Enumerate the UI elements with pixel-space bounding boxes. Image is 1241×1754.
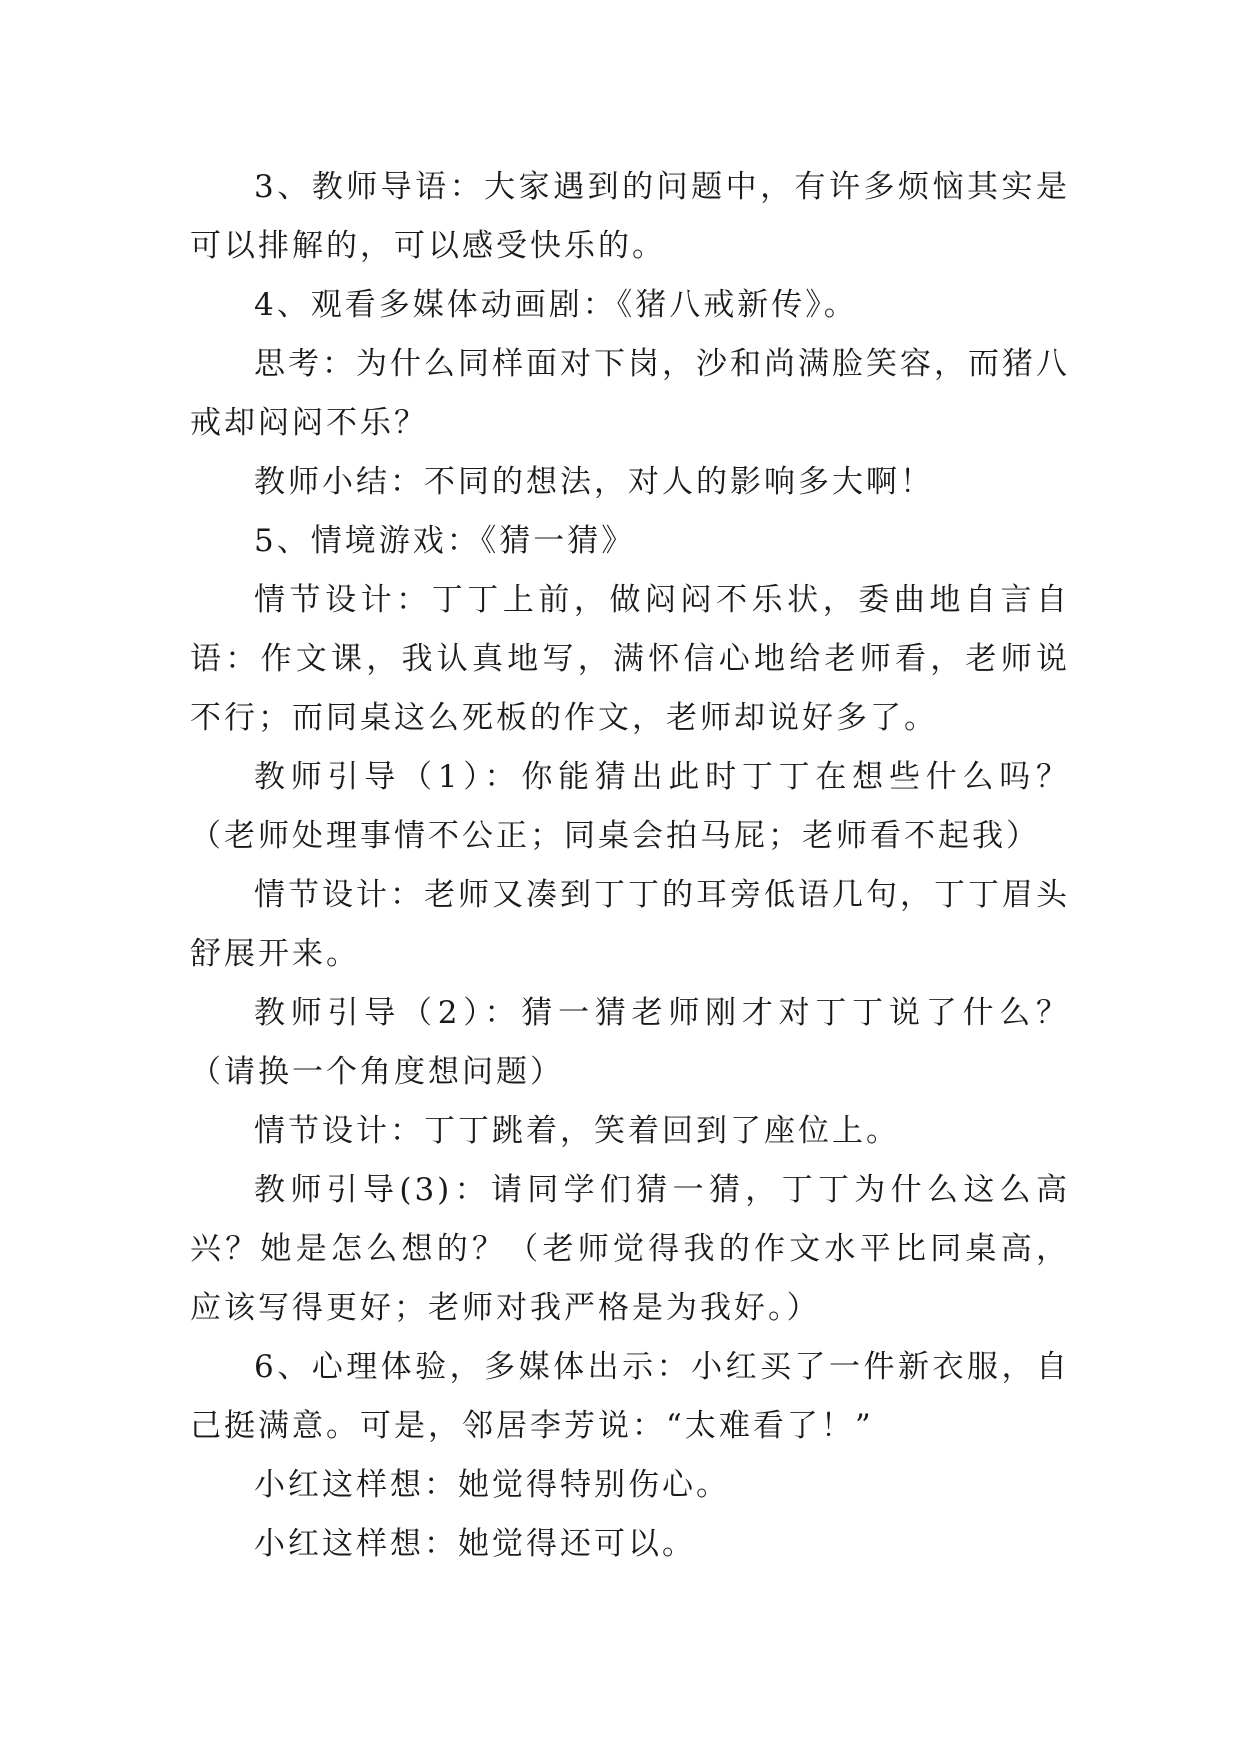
paragraph-plot-design-2: 情节设计：老师又凑到丁丁的耳旁低语几句，丁丁眉头舒展开来。 [190, 877, 1070, 972]
paragraph-watch-animation: 4、观看多媒体动画剧：《猪八戒新传》。 [254, 287, 858, 323]
paragraph-plot-design-1: 情节设计：丁丁上前，做闷闷不乐状，委曲地自言自语：作文课，我认真地写，满怀信心地给老师看，老师说不行；而同桌这么死板的作文，老师却说好多了。 [190, 582, 1070, 736]
document-body [190, 158, 1070, 1574]
paragraph-teacher-intro: 3、教师导语：大家遇到的问题中，有许多烦恼其实是可以排解的，可以感受快乐的。 [190, 169, 1070, 264]
paragraph-psych-experience: 6、心理体验，多媒体出示：小红买了一件新衣服，自己挺满意。可是，邻居李芳说：“太难看了！” [190, 1349, 1070, 1444]
paragraph-teacher-guide-2: 教师引导（2）：猜一猜老师刚才对丁丁说了什么？（请换一个角度想问题） [190, 995, 1070, 1090]
paragraph-teacher-guide-1: 教师引导（1）：你能猜出此时丁丁在想些什么吗？（老师处理事情不公正；同桌会拍马屁；老师看不起我） [190, 759, 1070, 854]
paragraph-teacher-summary: 教师小结：不同的想法，对人的影响多大啊！ [254, 464, 934, 500]
paragraph-plot-design-3: 情节设计：丁丁跳着，笑着回到了座位上。 [254, 1113, 900, 1149]
paragraph-think-question: 思考：为什么同样面对下岗，沙和尚满脸笑容，而猪八戒却闷闷不乐？ [190, 346, 1070, 441]
paragraph-guess-game: 5、情境游戏：《猜一猜》 [254, 523, 636, 559]
paragraph-xiaohong-thought-2: 小红这样想：她觉得还可以。 [254, 1526, 696, 1562]
paragraph-teacher-guide-3: 教师引导(3)：请同学们猜一猜，丁丁为什么这么高兴？她是怎么想的？（老师觉得我的作文水平比同桌高，应该写得更好；老师对我严格是为我好。） [190, 1172, 1070, 1326]
paragraph-xiaohong-thought-1: 小红这样想：她觉得特别伤心。 [254, 1467, 730, 1503]
